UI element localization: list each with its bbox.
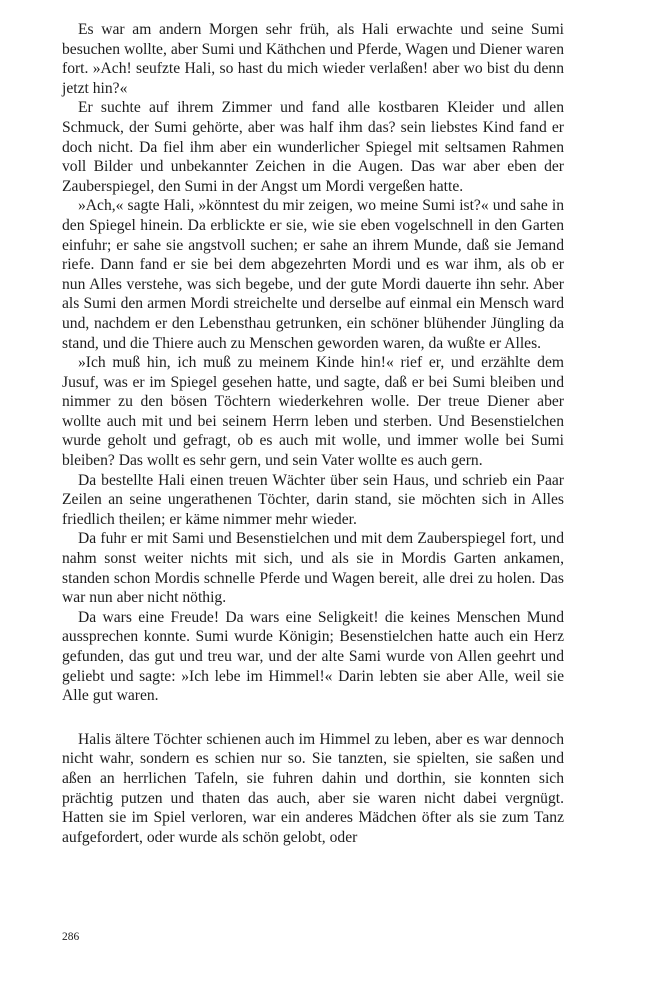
- section-break: [62, 706, 564, 730]
- paragraph: »Ich muß hin, ich muß zu meinem Kinde hin!« rief er, und erzählte dem Jusuf, was er im Spiegel gesehen hatte, und sagte, daß er bei Sumi bleiben und nimmer zu den bösen Töchtern wiederkehren wolle. Der treue Diener aber wollte auch mit und bei seinem Herrn leben und sterben. Und Besenstielchen wurde geholt und gefragt, ob es auch mit wolle, und immer wolle bei Sumi bleiben? Das wollt es sehr gern, und sein Vater wollte es auch gern.: [62, 354, 564, 470]
- page-body: [62, 20, 564, 847]
- paragraph: Da fuhr er mit Sami und Besenstielchen und mit dem Zauberspiegel fort, und nahm sonst weiter nichts mit sich, und als sie in Mordis Garten ankamen, standen schon Mordis schnelle Pferde und Wagen bereit, alle drei zu holen. Das war nun aber nicht nöthig.: [62, 530, 564, 607]
- paragraph: Da bestellte Hali einen treuen Wächter über sein Haus, und schrieb ein Paar Zeilen an seine ungerathenen Töchter, darin stand, sie möchten sich in Alles friedlich theilen; er käme nimmer mehr wieder.: [62, 471, 564, 528]
- paragraph: »Ach,« sagte Hali, »könntest du mir zeigen, wo meine Sumi ist?« und sahe in den Spiegel hinein. Da erblickte er sie, wie sie eben vogelschnell in den Garten einfuhr; er sahe sie angstvoll suchen; er sahe an ihrem Munde, daß sie Jemand riefe. Dann fand er sie bei dem abgezehrten Mordi und es war ihm, als ob er nun Alles verstehe, was sich begebe, und der gute Mordi dauerte ihn sehr. Aber als Sumi den armen Mordi streichelte und derselbe auf einmal ein Mensch ward und, nachdem er den Lebensthau getrunken, ein schöner blühender Jüngling da stand, und die Thiere auch zu Menschen geworden waren, da wußte er Alles.: [62, 197, 564, 352]
- paragraph: Halis ältere Töchter schienen auch im Himmel zu leben, aber es war dennoch nicht wahr, sondern es schien nur so. Sie tanzten, sie spielten, sie saßen und aßen an herrlichen Tafeln, sie fuhren dahin und dorthin, sie konnten sich prächtig putzen und thaten das auch, aber sie waren nicht dabei vergnügt. Hatten sie im Spiel verloren, war ein anderes Mädchen öfter als sie zum Tanz aufgefordert, oder wurde als schön gelobt, oder: [62, 730, 564, 846]
- paragraph: Es war am andern Morgen sehr früh, als Hali erwachte und seine Sumi besuchen wollte, aber Sumi und Käthchen und Pferde, Wagen und Diener waren fort. »Ach! seufzte Hali, so hast du mich wieder verlaßen! aber wo bist du denn jetzt hin?«: [62, 21, 564, 97]
- paragraph: Er suchte auf ihrem Zimmer und fand alle kostbaren Kleider und allen Schmuck, der Sumi gehörte, aber was half ihm das? sein liebstes Kind fand er doch nicht. Da fiel ihm aber ein wunderlicher Spiegel mit seltsamen Rahmen voll Bilder und unbekannter Zeichen in die Augen. Das war aber eben der Zauberspiegel, den Sumi in der Angst um Mordi vergeßen hatte.: [62, 99, 564, 195]
- page-number: 286: [62, 931, 80, 943]
- paragraph: Da wars eine Freude! Da wars eine Seligkeit! die keines Menschen Mund aussprechen konnte. Sumi wurde Königin; Besenstielchen hatte auch ein Herz gefunden, das gut und treu war, und der alte Sami wurde von Allen geehrt und geliebt und sagte: »Ich lebe im Himmel!« Darin lebten sie aber Alle, weil sie Alle gut waren.: [62, 608, 564, 705]
